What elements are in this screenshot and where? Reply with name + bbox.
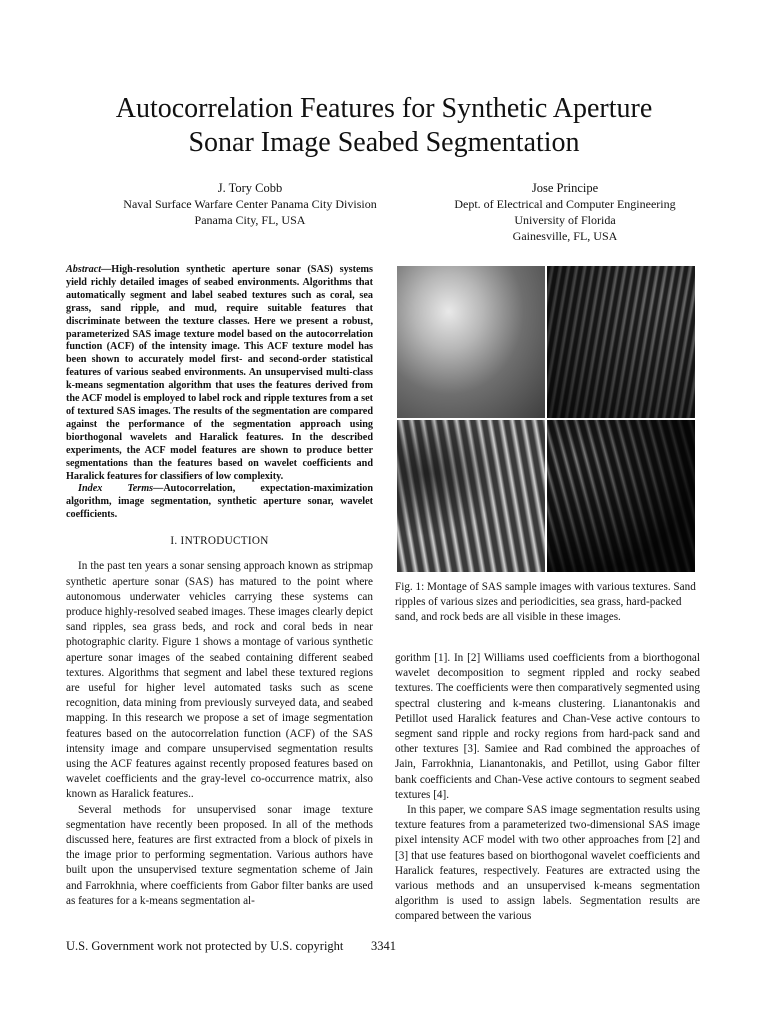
author-location: Panama City, FL, USA (194, 213, 306, 227)
author-location: Gainesville, FL, USA (512, 229, 618, 243)
author-block-1 (90, 180, 410, 228)
body-paragraph: gorithm [1]. In [2] Williams used coefficients from a biorthogonal wavelet decomposition to segment rippled and rocky seabed textures. The coefficients were then comparatively segmented using spectral clustering and k-means clustering. Lianantonakis and Petillot used Haralick features and Chan-Vese active contours to segment sand ripple and rocky regions from hard-pack sand and other textures [3]. Samiee and Rad combined the approaches of Jain, Farrokhnia, Lianantonakis, and Petillot, using Gabor filter bank coefficients and Chan-Vese active contours to segment seabed textures [4]. (395, 652, 700, 801)
author-affiliation: Naval Surface Warfare Center Panama City Division (123, 197, 377, 211)
sas-image-sand-ripple (547, 266, 695, 418)
index-terms (66, 483, 373, 522)
abstract-label: Abstract (66, 264, 102, 275)
author-institution: University of Florida (514, 213, 616, 227)
sas-image-coral-sand (397, 266, 545, 418)
sas-image-rock-ripple (397, 420, 545, 572)
left-column (66, 264, 373, 909)
paper-title (40, 92, 728, 160)
right-column (395, 651, 700, 925)
author-block-2 (395, 180, 735, 244)
author-name: J. Tory Cobb (217, 181, 283, 195)
index-terms-label: Index Terms (78, 483, 154, 495)
abstract (66, 264, 373, 483)
author-name: Jose Principe (531, 181, 599, 195)
page-number: 3341 (371, 939, 396, 953)
body-paragraph: In the past ten years a sonar sensing approach known as stripmap synthetic aperture sonar (SAS) has matured to the point where autonomous underwater vehicles carrying these systems can produce highly-resolved seabed images. These images clearly depict sand ripples, sea grass beds, and rock and coral beds in near photographic clarity. Figure 1 shows a montage of various synthetic aperture sonar images of the seabed containing different seabed textures. Algorithms that segment and label these textured regions are useful for higher level automated tasks such as scene recognition, data mining from previously surveyed data, and seabed mapping. In this research we propose a set of image segmentation features based on the autocorrelation function (ACF) of the SAS intensity image and compare unsupervised segmentation results using the ACF features against recently proposed features based on wavelet coefficients and the gray-level co-occurrence matrix, also known as Haralick features.. (66, 560, 373, 801)
title-line-2: Sonar Image Seabed Segmentation (188, 127, 580, 158)
body-paragraph: In this paper, we compare SAS image segmentation results using texture features from a parameterized two-dimensional SAS image pixel intensity ACF model with two other approaches from [2] and [3] that use features based on biorthogonal wavelet coefficients and Haralick features, respectively. Features are extracted using the various methods and an unsupervised k-means segmentation algorithm is used to assign labels. Segmentation results are compared between the various (395, 804, 700, 923)
title-line-1: Autocorrelation Features for Synthetic Aperture (115, 93, 653, 124)
index-terms-text: —Autocorrelation, expectation-maximization algorithm, image segmentation, synthetic aperture sonar, wavelet coefficients. (66, 483, 373, 521)
abstract-text: —High-resolution synthetic aperture sonar (SAS) systems yield richly detailed images of seabed environments. Algorithms that automatically segment and label seabed textures such as coral, sea grass, sand ripple, and mud, require suitable features that discriminate between the texture classes. Here we present a robust, parameterized SAS image texture model based on the autocorrelation function (ACF) of the intensity image. This ACF texture model has been shown to accurately model first- and second-order statistical features of various seabed environments. An unsupervised multi-class k-means segmentation algorithm that uses the features derived from the ACF model is employed to label rock and ripple textures from a set of textured SAS images. The results of the segmentation are compared against the performance of the segmentation approach using biorthogonal wavelets and Haralick features. In the described experiments, the ACF model features are shown to produce better segmentations than the features based on wavelet coefficients and Haralick features for classifiers of low complexity. (66, 264, 373, 482)
body-paragraph: Several methods for unsupervised sonar image texture segmentation have recently been proposed. In all of the methods discussed here, features are first extracted from a block of pixels in the image prior to performing segmentation. Various authors have built upon the unsupervised texture segmentation scheme of Jain and Farrokhnia, where coefficients from Gabor filter banks are used as features for a k-means segmentation al- (66, 803, 373, 907)
sas-image-fine-ripple (547, 420, 695, 572)
author-affiliation: Dept. of Electrical and Computer Engineering (454, 197, 676, 211)
copyright-footer: U.S. Government work not protected by U.S. copyright (66, 939, 344, 953)
figure-caption: Fig. 1: Montage of SAS sample images with various textures. Sand ripples of various sizes and periodicities, sea grass, hard-packed sand, and rock beds are all visible in these images. (395, 581, 696, 624)
figure-montage (395, 264, 695, 574)
section-heading: I. INTRODUCTION (170, 535, 269, 548)
